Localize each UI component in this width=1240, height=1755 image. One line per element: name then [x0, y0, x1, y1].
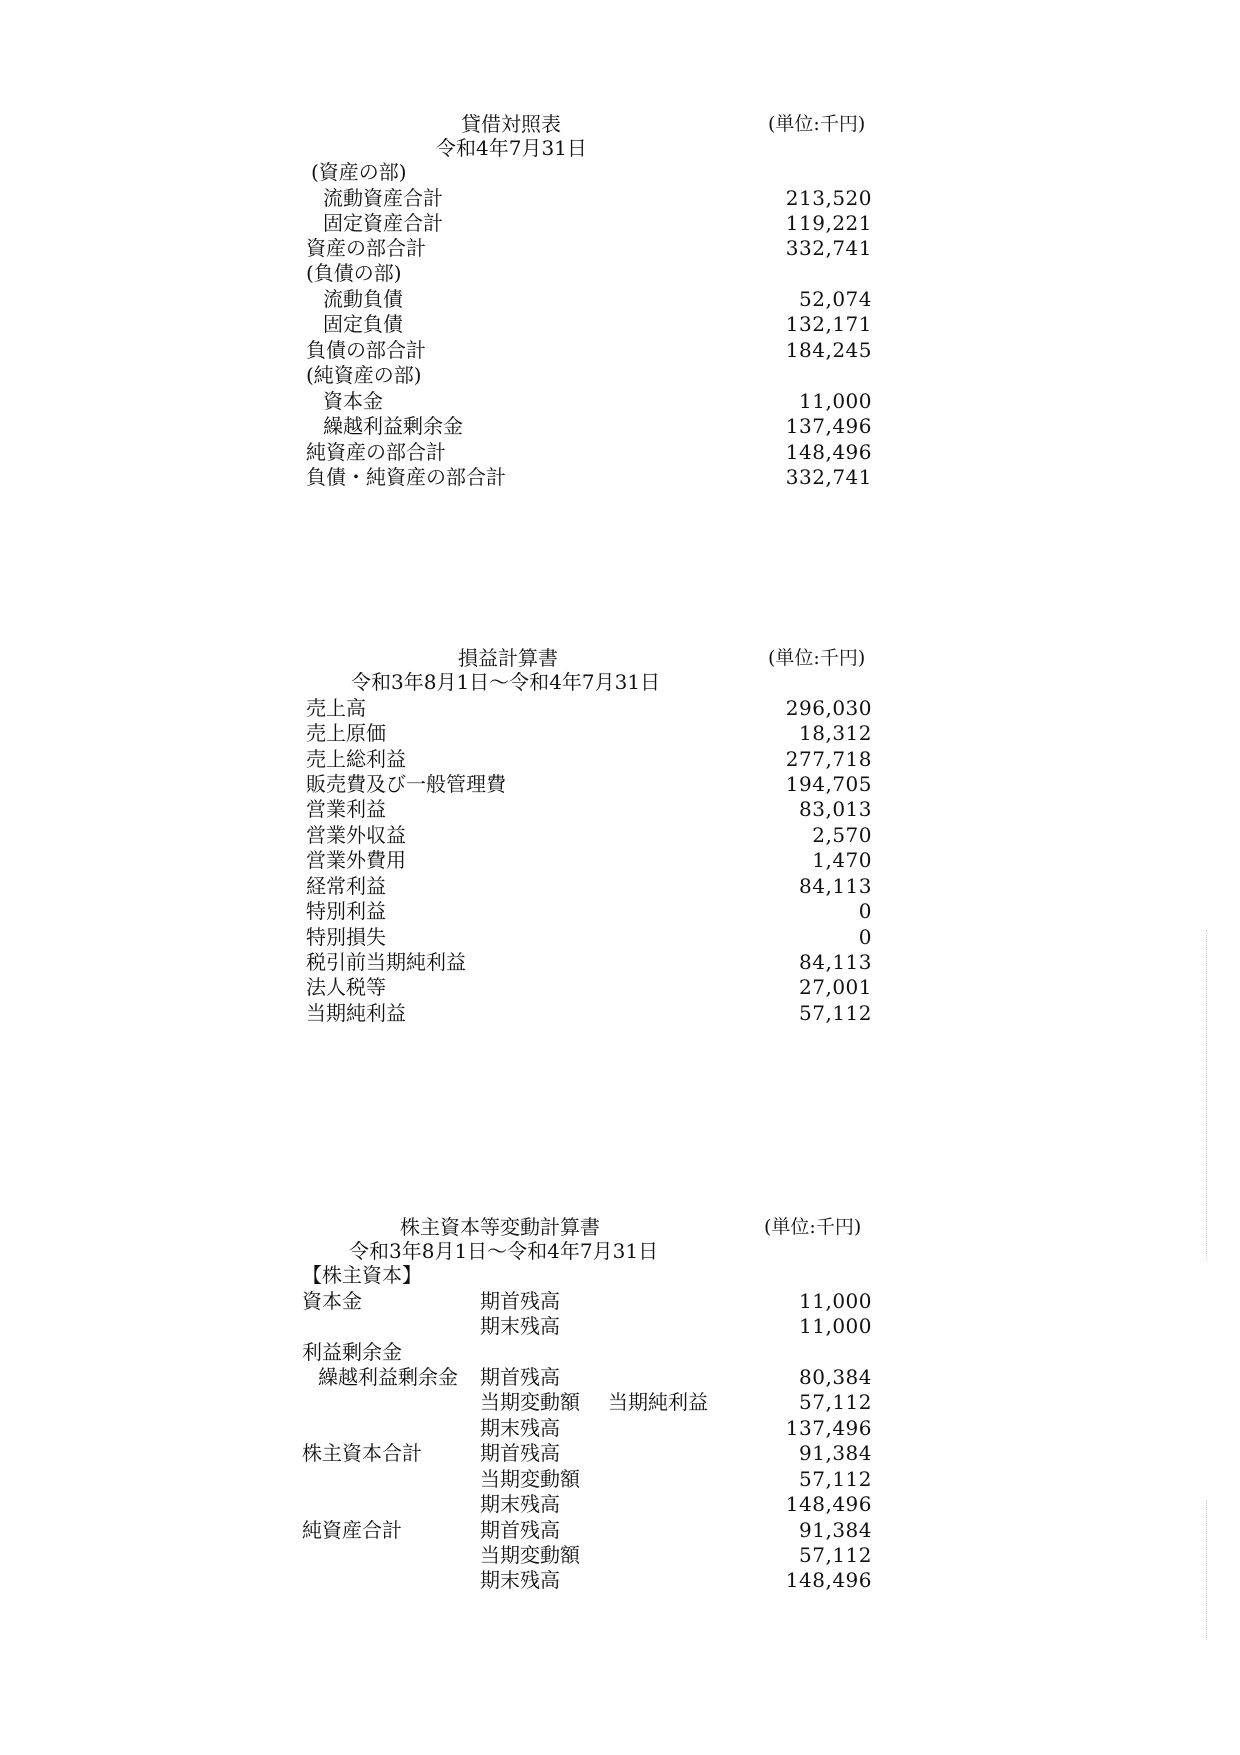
row-label: 固定資産合計 [323, 211, 443, 235]
row-value: 137,496 [785, 1416, 872, 1440]
income-statement-row [0, 772, 1240, 797]
row-item: 当期変動額 [480, 1543, 580, 1567]
row-value: 52,074 [799, 287, 872, 311]
income-statement-period: 令和3年8月1日～令和4年7月31日 [351, 670, 661, 694]
balance-sheet-row [0, 160, 1240, 185]
row-value: 213,520 [785, 186, 872, 210]
equity-statement-row [0, 1518, 1240, 1543]
row-item: 期末残高 [480, 1492, 560, 1516]
row-value: 184,245 [785, 338, 872, 362]
equity-statement-row [0, 1263, 1240, 1288]
row-value: 148,496 [785, 1492, 872, 1516]
row-value: 91,384 [799, 1518, 872, 1542]
row-item: 期首残高 [480, 1518, 560, 1542]
equity-statement-row [0, 1492, 1240, 1517]
balance-sheet-row [0, 211, 1240, 236]
row-value: 18,312 [799, 721, 872, 745]
balance-sheet-unit: (単位:千円) [768, 113, 866, 135]
balance-sheet-row [0, 287, 1240, 312]
row-label: 繰越利益剰余金 [318, 1365, 458, 1389]
row-value: 132,171 [785, 312, 872, 336]
row-value: 2,570 [812, 823, 872, 847]
income-statement-row [0, 925, 1240, 950]
equity-statement-title: 株主資本等変動計算書 [400, 1215, 600, 1239]
row-label: 売上高 [306, 696, 366, 720]
equity-statement-row [0, 1314, 1240, 1339]
income-statement-row [0, 797, 1240, 822]
row-item: 期末残高 [480, 1568, 560, 1592]
row-value: 57,112 [799, 1467, 872, 1491]
row-label: 売上原価 [306, 721, 386, 745]
row-value: 57,112 [799, 1001, 872, 1025]
balance-sheet-row [0, 363, 1240, 388]
row-value: 11,000 [799, 389, 872, 413]
equity-statement-row [0, 1543, 1240, 1568]
row-item: 期首残高 [480, 1289, 560, 1313]
row-value: 57,112 [799, 1543, 872, 1567]
row-label: 利益剰余金 [302, 1340, 402, 1364]
row-label: (負債の部) [306, 261, 402, 285]
row-value: 0 [858, 925, 872, 949]
row-value: 11,000 [799, 1289, 872, 1313]
equity-statement-row [0, 1390, 1240, 1415]
row-label: 当期純利益 [306, 1001, 406, 1025]
balance-sheet-row [0, 440, 1240, 465]
row-label: (資産の部) [311, 160, 407, 184]
row-label: 負債・純資産の部合計 [306, 465, 506, 489]
row-label: 純資産合計 [302, 1518, 402, 1542]
row-label: 法人税等 [306, 975, 386, 999]
row-label: 固定負債 [323, 312, 403, 336]
income-statement-row [0, 848, 1240, 873]
row-item: 期末残高 [480, 1416, 560, 1440]
row-value: 119,221 [785, 211, 872, 235]
row-value: 0 [858, 899, 872, 923]
balance-sheet-row [0, 236, 1240, 261]
row-label: 流動資産合計 [323, 186, 443, 210]
income-statement-row [0, 975, 1240, 1000]
balance-sheet-row [0, 261, 1240, 286]
row-label: 繰越利益剰余金 [323, 414, 463, 438]
balance-sheet-row [0, 338, 1240, 363]
row-label: 特別利益 [306, 899, 386, 923]
row-value: 194,705 [785, 772, 872, 796]
row-label: 営業外費用 [306, 848, 406, 872]
income-statement-row [0, 950, 1240, 975]
row-label: 資本金 [323, 389, 383, 413]
balance-sheet-date: 令和4年7月31日 [436, 136, 587, 160]
balance-sheet-row [0, 186, 1240, 211]
row-value: 296,030 [785, 696, 872, 720]
row-value: 11,000 [799, 1314, 872, 1338]
row-value: 84,113 [799, 874, 872, 898]
row-item: 期首残高 [480, 1365, 560, 1389]
row-label: 株主資本合計 [302, 1441, 422, 1465]
balance-sheet-row [0, 389, 1240, 414]
income-statement-title: 損益計算書 [458, 646, 558, 670]
equity-statement-row [0, 1340, 1240, 1365]
balance-sheet-row [0, 312, 1240, 337]
row-label: 販売費及び一般管理費 [306, 772, 506, 796]
row-label: 資産の部合計 [306, 236, 426, 260]
equity-statement-row [0, 1467, 1240, 1492]
equity-statement-period: 令和3年8月1日～令和4年7月31日 [349, 1239, 659, 1263]
balance-sheet-row [0, 414, 1240, 439]
row-value: 332,741 [785, 465, 872, 489]
equity-statement-unit: (単位:千円) [764, 1216, 862, 1238]
row-label: 負債の部合計 [306, 338, 426, 362]
row-label: 【株主資本】 [302, 1263, 422, 1287]
row-value: 1,470 [812, 848, 872, 872]
row-label: 営業外収益 [306, 823, 406, 847]
equity-statement-row [0, 1441, 1240, 1466]
scan-edge-mark [1206, 930, 1207, 1260]
row-value: 137,496 [785, 414, 872, 438]
row-label: 特別損失 [306, 925, 386, 949]
row-value: 57,112 [799, 1390, 872, 1414]
row-label: 売上総利益 [306, 747, 406, 771]
income-statement-row [0, 899, 1240, 924]
row-item: 当期変動額 [480, 1390, 580, 1414]
equity-statement-row [0, 1365, 1240, 1390]
row-value: 84,113 [799, 950, 872, 974]
row-label: 流動負債 [323, 287, 403, 311]
row-item: 当期変動額 [480, 1467, 580, 1491]
row-label: (純資産の部) [306, 363, 422, 387]
equity-statement-row [0, 1289, 1240, 1314]
row-value: 277,718 [785, 747, 872, 771]
equity-statement-row [0, 1416, 1240, 1441]
row-item: 期首残高 [480, 1441, 560, 1465]
equity-statement-row [0, 1568, 1240, 1593]
scan-edge-mark [1206, 1500, 1207, 1640]
row-label: 経常利益 [306, 874, 386, 898]
income-statement-row [0, 747, 1240, 772]
row-value: 332,741 [785, 236, 872, 260]
income-statement-row [0, 696, 1240, 721]
row-value: 83,013 [799, 797, 872, 821]
row-detail: 当期純利益 [608, 1390, 708, 1414]
income-statement-row [0, 823, 1240, 848]
income-statement-row [0, 721, 1240, 746]
income-statement-unit: (単位:千円) [768, 647, 866, 669]
row-value: 148,496 [785, 1568, 872, 1592]
income-statement-row [0, 1001, 1240, 1026]
row-value: 148,496 [785, 440, 872, 464]
balance-sheet-title: 貸借対照表 [461, 112, 561, 136]
row-label: 資本金 [302, 1289, 362, 1313]
row-label: 純資産の部合計 [306, 440, 446, 464]
row-value: 27,001 [799, 975, 872, 999]
row-value: 80,384 [799, 1365, 872, 1389]
row-label: 税引前当期純利益 [306, 950, 466, 974]
row-label: 営業利益 [306, 797, 386, 821]
income-statement-row [0, 874, 1240, 899]
row-item: 期末残高 [480, 1314, 560, 1338]
balance-sheet-row [0, 465, 1240, 490]
row-value: 91,384 [799, 1441, 872, 1465]
